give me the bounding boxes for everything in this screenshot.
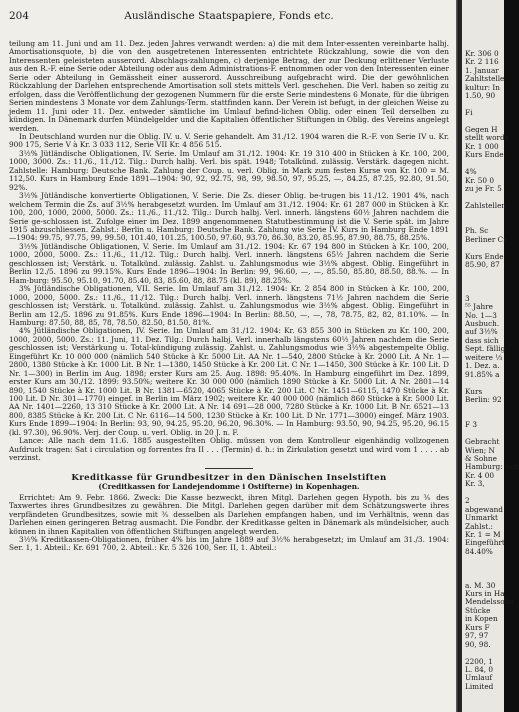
adjacent-page-line: Kurs in Ha [465,589,505,598]
adjacent-page-line: Sept. fällig [465,344,506,354]
adjacent-page-line: dass sich [465,335,499,345]
adjacent-page-line: zu je Fr. 5 [465,184,502,193]
adjacent-page-line: 90, 98. [465,639,491,649]
adjacent-page-line: Eingeführt [465,538,505,548]
adjacent-page-line: Unmarkt [465,513,498,523]
adjacent-page-line: ⁵⁵ Jahre [465,302,493,312]
adjacent-page-line: 4% [465,167,477,177]
adjacent-page-line: 3 [465,293,470,303]
adjacent-page-line: Zahltstelle [465,74,505,84]
adjacent-page-line [465,489,505,497]
page-number: 204 [9,10,30,22]
paragraph: Lance: Alle nach dem 11.6. 1885 ausgestellten Oblig. müssen von dem Kontrolleur eigenhändig vollzogenen Aufdruck tragen: Sat i circulation og forrentes fra II . . . (Termin) d. h.: in Zirkulation gesetzt und wird vom 1 . . . . ab verzinst. [9,436,449,463]
adjacent-page-line: 97, 97 [465,631,489,641]
section-divider [205,468,253,469]
adjacent-page-line: Umlauf [465,673,493,683]
adjacent-page-line: abgewand [465,504,503,514]
adjacent-page-line: a. M. 30 [465,580,496,590]
paragraph: 3½% Jütländische Obligationen, V. Serie. Im Umlauf am 31./12. 1904: Kr. 67 194 800 in Stücken à Kr. 100, 200, 1000, 2000, 5000. Zs.: 11./6., 11./12. Tilg.: Durch halbj. Verl. innerh. längstens 65½ Jahren nachdem die Serie geschlossen ist; Verstärk. u. Totalkünd. zulässig. Zahlst. u. Zahlungsmodus wie 3½% abgest. Oblig. Eingeführt in Berlin 12./5. 1896 zu 99.15%. Kurs Ende 1896—1904: In Berlin: 99, 96.60, —, —, 85.50, 85.80, 88.50, 88.%. — In Ham-burg: 95.50, 95.10, 91.70, 85.40, 83, 85.60, 88, 88.75 (kl. 89), 88.25%. [9,241,449,285]
adjacent-page-line: L. 84, 0 [465,664,494,674]
adjacent-page-line: weitere ⅓ [465,352,503,362]
adjacent-page-line: Wien; N [465,445,495,455]
paragraph: 3½% Jütländische konvertierte Obligationen, V. Serie. Die Zs. dieser Oblig. be-trugen bis 11./12. 1901 4%, nach welchem Termin die Zs. auf 3½% herabgesetzt wurden. Im Umlauf am 31./12. 1904: Kr. 61 287 000 in Stücken à Kr. 100, 200, 1000, 2000, 5000. Zs.: 11./6., 11./12. Tilg.: Durch halbj. Verl. innerh. längstens 60½ Jahren nachdem die Serie ge-schlossen ist. Zufolge einer im Dez. 1899 angenommenen Statutbestimmung ist die V. Serie spät. im Jahre 1915 abzuschliessen. Zahlst.: Berlin u. Hamburg: Deutsche Bank. Zahlung wie Serie IV. Kurs in Hamburg Ende 1891—1904: 99.75, 97.75, 99, 99.50, 101.40, 101.25, 100.50, 97.60, 93.70, 86.30, 83.20, 85.95, 87.90, 88.75, 88.25%. [9,191,449,243]
adjacent-page-line: Berlin: 92 [465,394,502,404]
adjacent-page-line: Kurs Ende [465,251,504,261]
adjacent-page-line: Gegen H [465,124,498,134]
paragraph: 3% Jütländische Obligationen, VII. Serie. Im Umlauf am 31./12. 1904: Kr. 2 854 800 in Stücken à Kr. 100, 200, 1000, 2000, 5000. Zs.: 11./6., 11./12. Tilg.: Durch halbj. Verl. innerh. längstens 71½ Jahren nachdem die Serie geschlossen ist; Verstärk. u. Totalkünd. zulässig. Zahlst. u. Zahlungsmodus wie 3½% abgest. Oblig. Eingeführt in Berlin am 12./5. 1896 zu 91.85%. Kurs Ende 1896—1904: In Berlin: 88.50, —, —, 78, 78.75, 82, 82, 81.10%. — In Hamburg: 87.50, 88, 85, 78, 78.50, 82.50, 81.50, 81%. [9,284,449,327]
paragraph: teilung am 11. Juni und am 11. Dez. jeden Jahres verwandt werden: a) die mit dem Inter-essenten vereinbarte halbj. Amortisationsquote, b) die von den ausgetretenen Interessenten entrichtete Rückzahlung, sowie die von den Interessenten geleisteten ausserord. Abschlags-zahlungen, c) derjenige Betrag, der zur Deckung erlittener Verluste aus den R.-F. eine Serie oder Abteilung oder aus dem Administrations-F. entnommen oder von den Interessenten einer Serie oder Abteilung in Gemässheit einer ausserord. Ausschreibung aufgebracht wird. Die der gewöhnlichen Rückzahlung der Darlehen entsprechende Amortisation soll stets mittels Verl. geschehen. Die Verl. haben so zeitig zu erfolgen, dass die Veröffentlichung der gezogenen Nummern für die erste Serie mindestens 6 Monate, für die übrigen Serien mindestens 3 Monate vor dem Zahlungs-Term. stattfinden kann. Der Verein ist befugt, in der gleichen Weise zu jedem 11. Juni oder 11. Dez. entweder sämtliche im Umlauf befind-lichen Oblig. oder einen Teil derselben zu kündigen. In Dänemark durfen Mündelgelder und die Kapitalien öffentlicher Stiftungen in Oblig. des Vereins angelegt werden. [9,39,449,133]
adjacent-page-line [465,278,505,286]
adjacent-page-line: 1. Dez. a. [465,361,500,371]
adjacent-page-line: Stücke [465,605,491,615]
adjacent-page-line: stellt worde [465,133,510,143]
page-header [9,10,449,26]
adjacent-page-line [465,286,505,294]
paragraph: In Deutschland wurden nur die Oblig. IV. u. V. Serie gehandelt. Am 31./12. 1904 waren die R.-F. von Serie IV u. Kr. 900 175, Serie V à Kr. 3 033 112, Serie VII Kr. 4 856 515. [9,131,449,150]
adjacent-page-line: Kr. 306 0 [465,49,499,58]
adjacent-page-line: & Sohne [465,454,497,463]
paragraph: Errichtet: Am 9. Febr. 1866. Zweck: Die Kasse bezweckt, ihren Mitgl. Darlehen gegen Hypoth. bis zu ⅗ des Taxwertes ihres Grundbesitzes zu gewähren. Die Mitgl. Darlehen gegen darüber mit dem Schätzungswerte ihres verpfändeten Grundbesitzes, sowie mit ⅗ desselben als Darlehen empfangen haben, und im Verhältnis, wenn das Darlehen einen geringeren Betrag ausmacht. Die Fondbr. der Kreditkasse gelten in Dänemark als mündelsicher, auch können in ihnen Kapitalien von öffentlichen Stiftungen angelegt werden. [9,492,449,536]
adjacent-page-line: 2 [465,496,470,506]
adjacent-page-line: 85.90, 87 [465,259,500,269]
adjacent-page-line: No. 1—3 [465,310,497,320]
adjacent-page-line: Kr. 4 00 [465,470,495,480]
adjacent-page-line: 2200, 1 [465,656,493,666]
adjacent-page-line: Berliner Cr [465,234,507,244]
adjacent-page-line: Hamburg: Sch [465,462,519,472]
section-title: Kreditkasse für Grundbesitzer in den Dänischen Inselstiften [71,472,387,483]
adjacent-page-text [465,49,519,691]
paragraph: 3½% Jütländische Obligationen, IV. Serie. Im Umlauf am 31./12. 1904: Kr. 19 310 400 in Stücken à Kr. 100, 200, 1000, 3000. Zs.: 11./6., 11./12. Tilg.: Durch halbj. Verl. bis spät. 1948; Totalkünd. zulässig. Verstärk. dagegen nicht. Zahlstelle: Hamburg: Deutsche Bank. Zahlung der Coup. u. verl. Oblig. in Mark zum festen Kurse von Kr. 100 = M. 112,50. Kurs in Hamburg Ende 1891—1904: 90, 92, 92.75, 98, 99, 98.50, 97, 95.25, —, 84.25, 87.25, 92.80, 91.50, 92%. [9,148,449,192]
adjacent-page-line: 1.50, 90 [465,91,496,101]
running-title: Ausländische Staatspapiere, Fonds etc. [124,10,334,22]
adjacent-page-line: Mendelssohn [465,597,515,607]
adjacent-page-line: 1. Januar [465,65,499,75]
adjacent-page-line: 91.85% a [465,369,500,379]
page-body [9,40,449,553]
adjacent-page-line: auf 3½% [465,327,498,337]
adjacent-page-line: Kr. 1 000 [465,141,499,151]
adjacent-page-line: Ausbuch. [465,319,500,328]
adjacent-page-line: Kurs Ende [465,150,504,160]
adjacent-page-line [465,565,505,573]
adjacent-page-line [465,269,505,277]
adjacent-page-line: Fi [465,108,473,118]
adjacent-page-line: kultur: In [465,82,500,92]
adjacent-page-line: Gebracht [465,437,500,447]
adjacent-page-line: 84.40% [465,546,493,556]
paragraph: 4% Jütländische Obligationen, IV. Serie. Im Umlauf am 31./12. 1904: Kr. 63 855 300 in Stücken zu Kr. 100, 200, 1000, 2000, 5000. Zs.: 11. Juni, 11. Dez. Tilg.: Durch halbj. Verl. innerhalb längstens 60½ Jahren nachdem die Serie geschlossen ist; Verstärkung u. Total-kündigung zulässig. Zahlst. u. Zahlungsmodus wie 3½% abgestempelte Oblig. Eingeführt Kr. 10 000 000 (nämlich 540 Stücke à Kr. 5000 Lit. AA Nr. 1—540, 2800 Stücke à Kr. 2000 Lit. A Nr. 1—2800, 1380 Stücke à Kr. 1000 Lit. B Nr. 1—1380, 1450 Stücke à Kr. 200 Lit. C Nr. 1—1450, 300 Stücke à Kr. 100 Lit. D Nr. 1—300) in Berlin im Aug. 1898; erster Kurs am 25. Aug. 1898: 95.40%. In Hamburg eingeführt im Dez. 1899, erster Kurs am 30./12. 1899: 93.50%; weitere Kr. 30 000 000 (nämlich 1890 Stücke à Kr. 5000 Lit. A Nr. 2801—14 890, 1540 Stücke à Kr. 1000 Lit. B Nr. 1381—6520, 4065 Stücke à Kr. 200 Lit. C Nr. 1451—6115, 1470 Stücke à Kr. 100 Lit. D Nr. 301—1770) eingef. in Berlin im März 1902; weitere Kr. 40 000 000 (nämlich 860 Stücke à Kr. 5000 Lit. AA Nr. 1401—2260, 13 310 Stücke à Kr. 2000 Lit. A Nr. 14 691—28 000, 7280 Stücke à Kr. 1000 Lit. B Nr. 6521—13 800, 8385 Stücke à Kr. 200 Lit. C Nr. 6116—14 500, 1230 Stücke à Kr. 100 Lit. D Nr. 1771—3000) eingef. März 1903. Kurs Ende 1899—1904: In Berlin: 93, 90, 94.25, 95.20, 96.20, 96.30%. — In Hamburg: 93.50, 90, 94.25, 95.20, 96.15 (kl. 97.30), 96.90%. Verj. der Coup. u. verl. Oblig. in 20 J. n. F. [9,326,449,437]
section-subtitle: (Creditkassen for Landejendomme i Ostifterne) in Kopenhagen. [98,482,360,492]
adjacent-page-line: Kr. 2 116 [465,57,499,67]
adjacent-page-line: F 3 [465,420,478,430]
adjacent-page [462,0,519,712]
adjacent-page-line: in Kopen [465,614,498,624]
adjacent-page-line: Kr. 50 0 [465,175,495,185]
adjacent-page-line [465,404,505,412]
paragraph: 3½% Kreditkassen-Obligationen, früher 4% bis im Jahre 1889 auf 3½% herabgesetzt; im Umlauf am 31./3. 1904: Ser. 1, 1. Abteil.: Kr. 691 700, 2. Abteil.: Kr. 5 326 100, Ser. II, 1. Abteil.: [9,535,449,553]
adjacent-page-line: Zahlstellen [465,200,507,210]
adjacent-page-line: Kurs [465,386,483,396]
adjacent-page-line [465,556,505,564]
adjacent-page-line: Ph. Sc [465,226,489,236]
adjacent-page-line: Limited [465,681,494,691]
adjacent-page-line: Zahlst.: [465,521,493,531]
adjacent-page-line: Kr. 1 = M [465,529,501,539]
adjacent-page-line: Kr. 3, [465,479,485,489]
adjacent-page-line [465,210,505,218]
adjacent-page-line: Kurs F [465,622,490,632]
